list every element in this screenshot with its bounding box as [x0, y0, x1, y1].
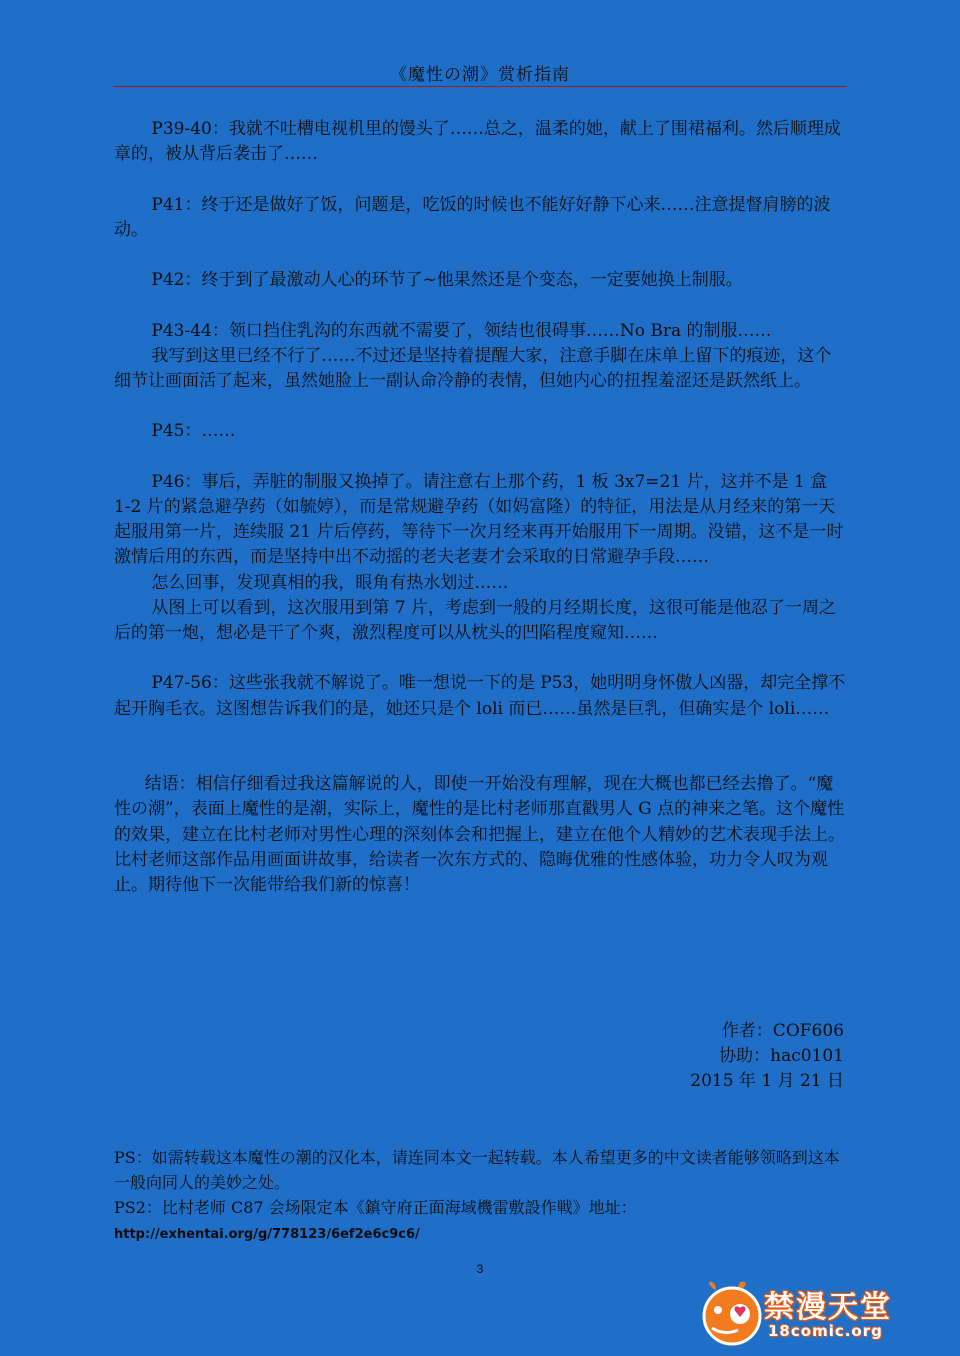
gallery-link[interactable]: http://exhentai.org/g/778123/6ef2e6c9c6/	[114, 1227, 420, 1242]
signature-date: 2015 年 1 月 21 日	[690, 1071, 844, 1091]
header-rule	[113, 86, 847, 87]
paragraph-p45	[114, 419, 848, 444]
ps-note: PS：如需转载这本魔性の潮的汉化本，请连同本文一起转载。本人希望更多的中文读者能够领略到这本一般向同人的美妙之处。	[114, 1148, 840, 1192]
paragraph-text: P43-44：领口挡住乳沟的东西就不需要了，领结也很碍事……No Bra 的制服……	[151, 320, 772, 341]
paragraph-text: 怎么回事，发现真相的我，眼角有热水划过……	[151, 572, 509, 593]
paragraph-text: 我写到这里已经不行了……不过还是坚持着提醒大家，注意手脚在床单上留下的痕迹，这个细节让画面活了起来，虽然她脸上一副认命冷静的表情，但她内心的扭捏羞涩还是跃然纸上。	[114, 345, 832, 391]
ps2-note: PS2：比村老师 C87 会场限定本《鎮守府正面海域機雷敷設作戦》地址：	[114, 1198, 637, 1217]
paragraph-text: P41：终于还是做好了饭，问题是，吃饭的时候也不能好好静下心来……注意提督肩膀的波动。	[114, 194, 831, 240]
page-header-title: 《魔性の潮》赏析指南	[390, 65, 570, 85]
paragraph-text: P42：终于到了最激动人心的环节了~他果然还是个变态，一定要她换上制服。	[151, 270, 743, 291]
paragraph-p46	[114, 470, 848, 646]
watermark-name: 禁漫天堂	[764, 1290, 892, 1325]
paragraph-text: 从图上可以看到，这次服用到第 7 片，考虑到一般的月经期长度，这很可能是他忍了一周之后的第一炮，想必是干了个爽，激烈程度可以从枕头的凹陷程度窥知……	[114, 597, 837, 643]
signature-assist: 协助：hac0101	[719, 1046, 844, 1066]
signature-author: 作者：COF606	[721, 1021, 844, 1041]
page-number: 3	[476, 1262, 484, 1276]
paragraph-p41	[114, 193, 848, 243]
paragraph-p43-44	[114, 319, 848, 395]
paragraph-conclusion	[114, 772, 848, 898]
spacer	[114, 747, 848, 772]
paragraph-text: P39-40：我就不吐槽电视机里的馒头了……总之，温柔的她，献上了围裙福利。然后顺理成章的，被从背后袭击了……	[114, 119, 841, 165]
paragraph-text: P46：事后，弄脏的制服又换掉了。请注意右上那个药，1 板 3x7=21 片，这并不是 1 盒 1-2 片的紧急避孕药（如毓婷），而是常规避孕药（如妈富隆）的特征，用法是从月经来的第一天起服用第一片，连续服 21 片后停药，等待下一次月经来再开始服用下一周期。没错，这不是一时激情后用的东西，而是坚持中出不动摇的老夫老妻才会采取的日常避孕手段……	[114, 471, 844, 568]
signature-block	[690, 1019, 844, 1094]
conclusion-text: 结语：相信仔细看过我这篇解说的人，即使一开始没有理解，现在大概也都已经去撸了。“魔性の潮”，表面上魔性的是潮，实际上，魔性的是比村老师那直戳男人 G 点的神来之笔。这个魔性的效果，建立在比村老师对男性心理的深刻体会和把握上，建立在他个人精妙的艺术表现手法上。比村老师这部作品用画面讲故事，给读者一次东方式的、隐晦优雅的性感体验，功力令人叹为观止。期待他下一次能带给我们新的惊喜！	[114, 774, 845, 895]
paragraph-text: P47-56：这些张我就不解说了。唯一想说一下的是 P53，她明明身怀傲人凶器，却完全撑不起开胸毛衣。这图想告诉我们的是，她还只是个 loli 而已……虽然是巨乳，但确实是个 loli……	[114, 673, 846, 719]
ps-block	[114, 1145, 850, 1247]
watermark-site: 18comic.org	[768, 1322, 883, 1340]
mascot-logo-icon	[698, 1278, 768, 1348]
site-watermark	[698, 1278, 938, 1348]
paragraph-text: P45：……	[151, 421, 236, 442]
paragraph-p47-56	[114, 671, 848, 721]
document-body	[114, 117, 848, 923]
paragraph-p39-40	[114, 117, 848, 167]
paragraph-p42	[114, 268, 848, 293]
